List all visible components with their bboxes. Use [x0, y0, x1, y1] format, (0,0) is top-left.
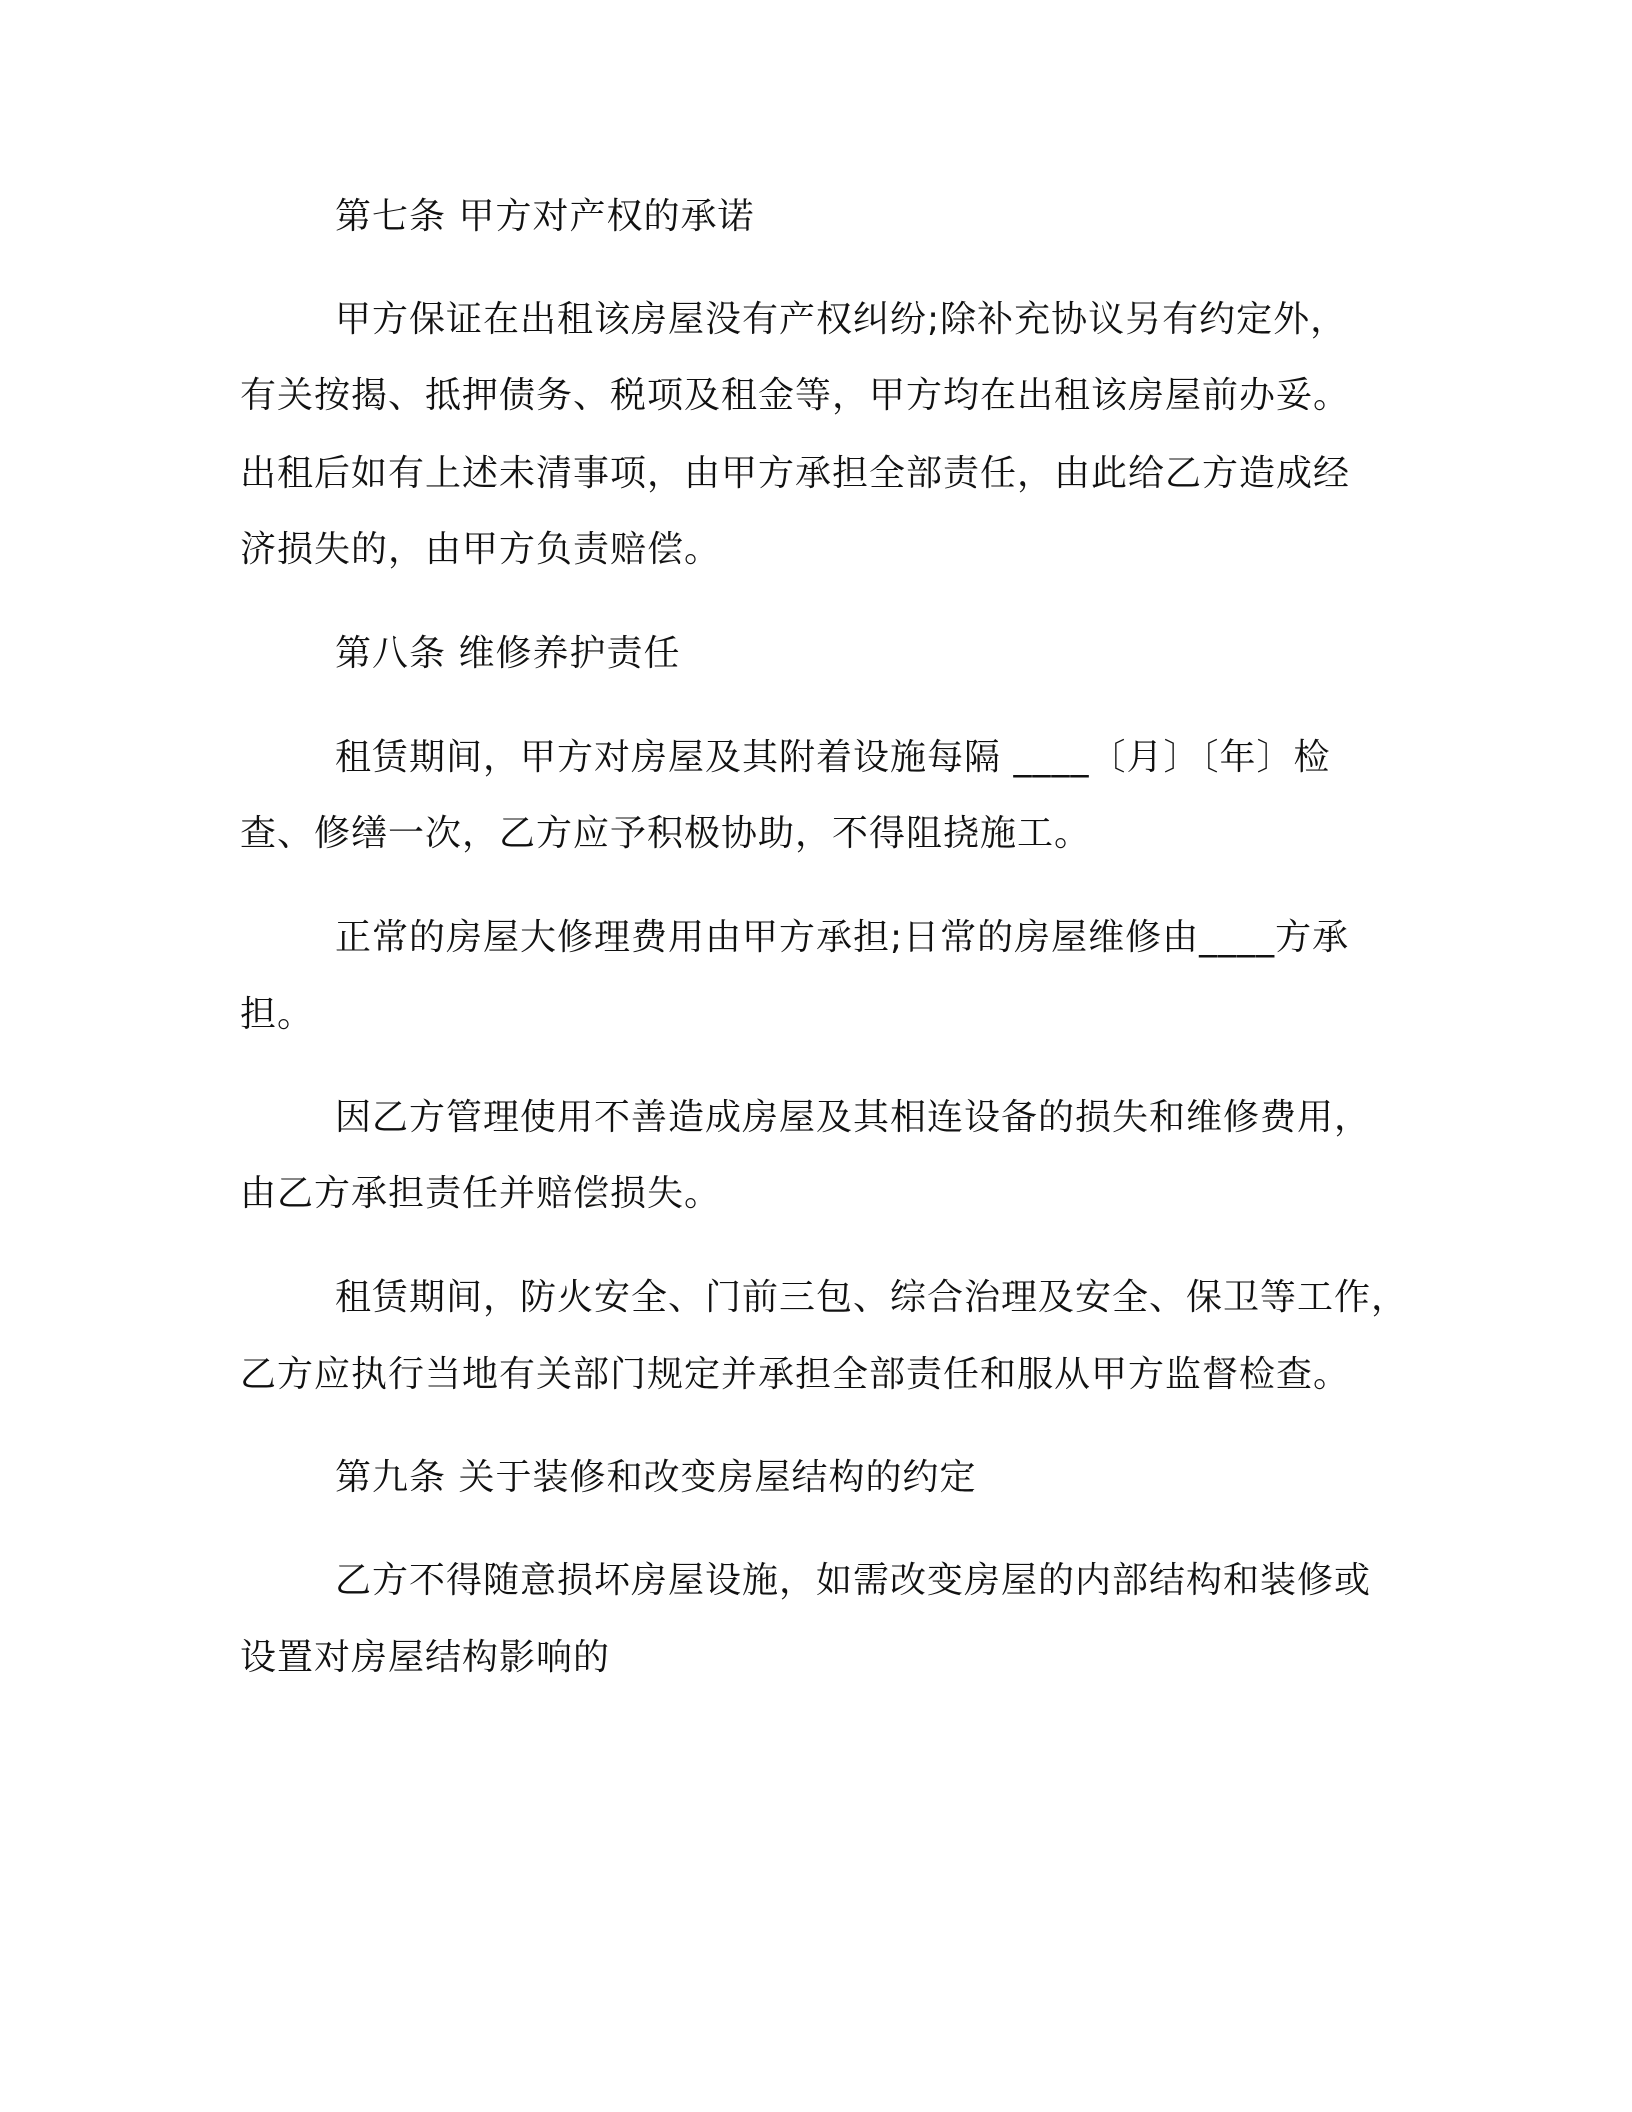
article-7-paragraph-line: 甲方保证在出租该房屋没有产权纠纷;除补充协议另有约定外， — [335, 299, 1348, 340]
article-8-paragraph-line: 查、修缮一次，乙方应予积极协助，不得阻挠施工。 — [240, 813, 1092, 854]
article-8-paragraph-line: 租赁期间，防火安全、门前三包、综合治理及安全、保卫等工作， — [335, 1277, 1409, 1318]
article-7-paragraph-line: 出租后如有上述未清事项，由甲方承担全部责任，由此给乙方造成经 — [240, 453, 1351, 494]
article-7-heading: 第七条 甲方对产权的承诺 — [335, 196, 755, 237]
article-9-heading: 第九条 关于装修和改变房屋结构的约定 — [335, 1457, 977, 1498]
article-7-paragraph-line: 济损失的，由甲方负责赔偿。 — [240, 529, 722, 570]
article-8-paragraph-line: 担。 — [240, 994, 315, 1035]
article-8-heading: 第八条 维修养护责任 — [335, 633, 681, 674]
article-9-paragraph-line: 乙方不得随意损坏房屋设施，如需改变房屋的内部结构和装修或 — [335, 1560, 1372, 1601]
article-8-paragraph-line: 由乙方承担责任并赔偿损失。 — [240, 1173, 722, 1214]
article-9-paragraph-line: 设置对房屋结构影响的 — [240, 1637, 611, 1678]
article-8-paragraph-line: 因乙方管理使用不善造成房屋及其相连设备的损失和维修费用， — [335, 1097, 1372, 1138]
article-8-paragraph-line: 正常的房屋大修理费用由甲方承担;日常的房屋维修由____方承 — [335, 917, 1350, 958]
article-8-paragraph-line: 租赁期间，甲方对房屋及其附着设施每隔 ____〔月〕〔年〕检 — [335, 737, 1331, 778]
article-8-paragraph-line: 乙方应执行当地有关部门规定并承担全部责任和服从甲方监督检查。 — [240, 1354, 1351, 1395]
article-7-paragraph-line: 有关按揭、抵押债务、税项及租金等，甲方均在出租该房屋前办妥。 — [240, 375, 1351, 416]
